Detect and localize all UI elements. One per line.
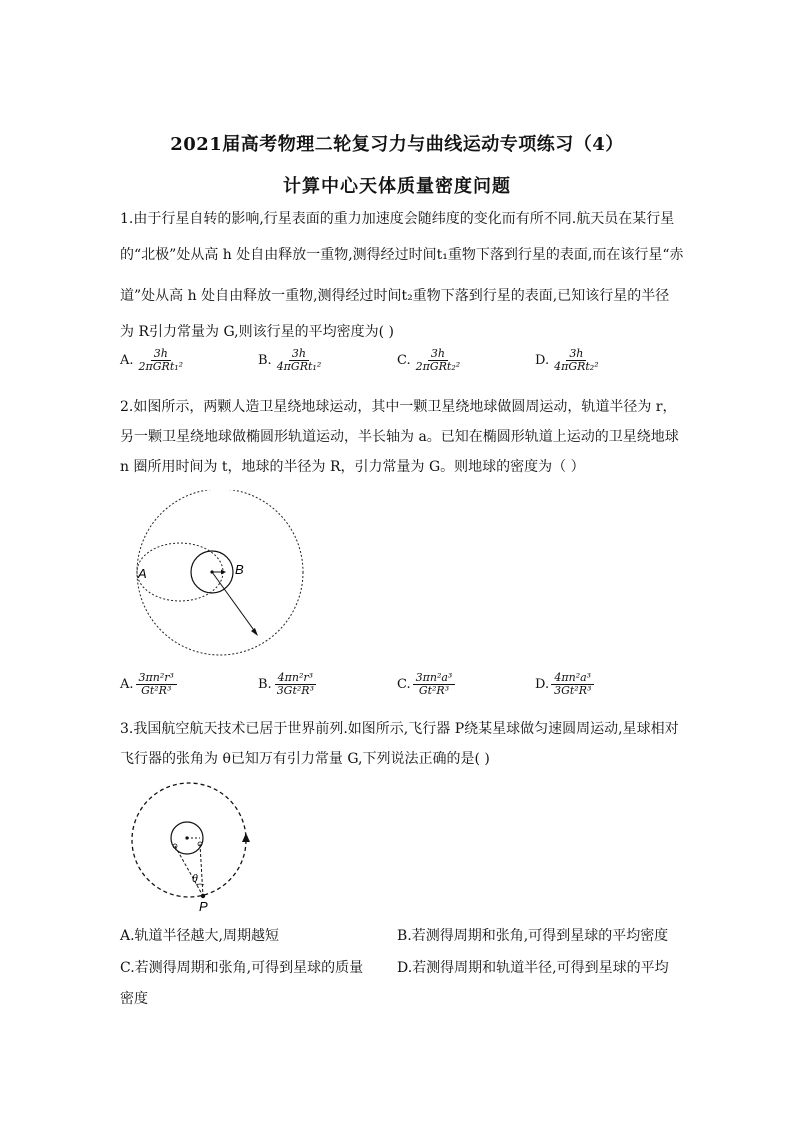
- option-label: A.: [120, 677, 134, 693]
- option-fraction: [413, 672, 456, 697]
- q3-line-1: 3.我国航空航天技术已居于世界前列.如图所示,飞行器 P绕某星球做匀速圆周运动,星球相对: [120, 721, 679, 737]
- fraction-denominator: 3Gt²R³: [554, 684, 592, 698]
- fraction-denominator: 2πGRt₁²: [138, 360, 184, 374]
- fraction-numerator: 3h: [289, 348, 309, 361]
- option-label: D.: [535, 353, 550, 369]
- q3-option-d[interactable]: D.若测得周期和轨道半径,可得到星球的平均: [397, 960, 669, 976]
- option-label: B.: [258, 353, 272, 369]
- option-label: C.: [397, 353, 411, 369]
- q1-option-b[interactable]: [258, 348, 324, 373]
- q1-line-2: 的“北极”处从高 h 处自由释放一重物,测得经过时间t₁重物下落到行星的表面,而在该行星“赤: [120, 247, 684, 263]
- fraction-denominator: 4πGRt₁²: [276, 360, 322, 374]
- option-fraction: [413, 348, 464, 373]
- fraction-numerator: 3h: [151, 348, 171, 361]
- fraction-numerator: 3h: [428, 348, 448, 361]
- q2-line-2: 另一颗卫星绕地球做椭圆形轨道运动，半长轴为 a。已知在椭圆形轨道上运动的卫星绕地球: [120, 429, 679, 445]
- q2-line-1: 2.如图所示，两颗人造卫星绕地球运动，其中一颗卫星绕地球做圆周运动，轨道半径为 r，: [120, 399, 677, 415]
- orbit-radius-line: [212, 572, 256, 633]
- label-theta: θ: [192, 871, 198, 885]
- option-fraction: [551, 672, 594, 697]
- q1-line-1: 1.由于行星自转的影响,行星表面的重力加速度会随纬度的变化而有所不同.航天员在某行星: [120, 211, 675, 227]
- q3-option-d-continued: 密度: [120, 991, 148, 1007]
- fraction-numerator: 3h: [566, 348, 586, 361]
- orbit-arrow-icon: [242, 833, 250, 842]
- document-subtitle: 计算中心天体质量密度问题: [283, 176, 511, 197]
- fraction-denominator: 2πGRt₂²: [415, 360, 461, 374]
- q3-option-b[interactable]: B.若测得周期和张角,可得到星球的平均密度: [397, 928, 669, 944]
- tangent-line-right: [200, 844, 203, 896]
- q1-option-c[interactable]: [397, 348, 463, 373]
- fraction-denominator: Gt²R³: [418, 684, 450, 698]
- spacecraft-orbit: [132, 783, 246, 897]
- q2-option-c[interactable]: [397, 672, 455, 697]
- q3-option-a[interactable]: A.轨道半径越大,周期越短: [120, 928, 280, 944]
- spacecraft-diagram: [126, 776, 256, 916]
- option-fraction: [136, 672, 177, 697]
- fraction-numerator: 3πn²a³: [413, 672, 456, 685]
- fraction-denominator: 3Gt²R³: [276, 684, 314, 698]
- label-b: B: [235, 562, 244, 577]
- label-p: P: [199, 899, 208, 914]
- fraction-numerator: 3πn²r³: [136, 672, 177, 685]
- spacecraft-dot: [201, 894, 205, 898]
- option-fraction: [551, 348, 602, 373]
- q2-line-3: n 圈所用时间为 t，地球的半径为 R，引力常量为 G。则地球的密度为（ ）: [120, 459, 585, 475]
- option-label: C.: [397, 677, 411, 693]
- option-fraction: [136, 348, 187, 373]
- option-label: B.: [258, 677, 272, 693]
- q1-option-d[interactable]: [535, 348, 602, 373]
- q3-option-c[interactable]: C.若测得周期和张角,可得到星球的质量: [120, 960, 364, 976]
- elliptical-orbit: [137, 543, 223, 601]
- q1-line-4: 为 R引力常量为 G,则该行星的平均密度为( ): [120, 324, 394, 340]
- document-title: 2021届高考物理二轮复习力与曲线运动专项练习（4）: [170, 134, 624, 155]
- fraction-denominator: 4πGRt₂²: [554, 360, 599, 374]
- option-fraction: [274, 348, 325, 373]
- q1-option-a[interactable]: [120, 348, 186, 373]
- orbit-diagram: [125, 490, 315, 680]
- option-label: D.: [535, 677, 550, 693]
- q2-option-a[interactable]: [120, 672, 177, 697]
- label-a: A: [138, 566, 147, 581]
- option-label: A.: [120, 353, 134, 369]
- arrowhead-icon: [251, 628, 258, 636]
- fraction-denominator: Gt²R³: [141, 684, 172, 698]
- q2-option-d[interactable]: [535, 672, 594, 697]
- option-fraction: [274, 672, 317, 697]
- fraction-numerator: 4πn²a³: [551, 672, 594, 685]
- q1-line-3: 道”处从高 h 处自由释放一重物,测得经过时间t₂重物下落到行星的表面,已知该行星的半径: [120, 288, 670, 304]
- arrowhead-icon: [221, 570, 226, 575]
- fraction-numerator: 4πn²r³: [275, 672, 316, 685]
- q3-line-2: 飞行器的张角为 θ已知万有引力常量 G,下列说法正确的是( ): [120, 751, 490, 767]
- q2-option-b[interactable]: [258, 672, 317, 697]
